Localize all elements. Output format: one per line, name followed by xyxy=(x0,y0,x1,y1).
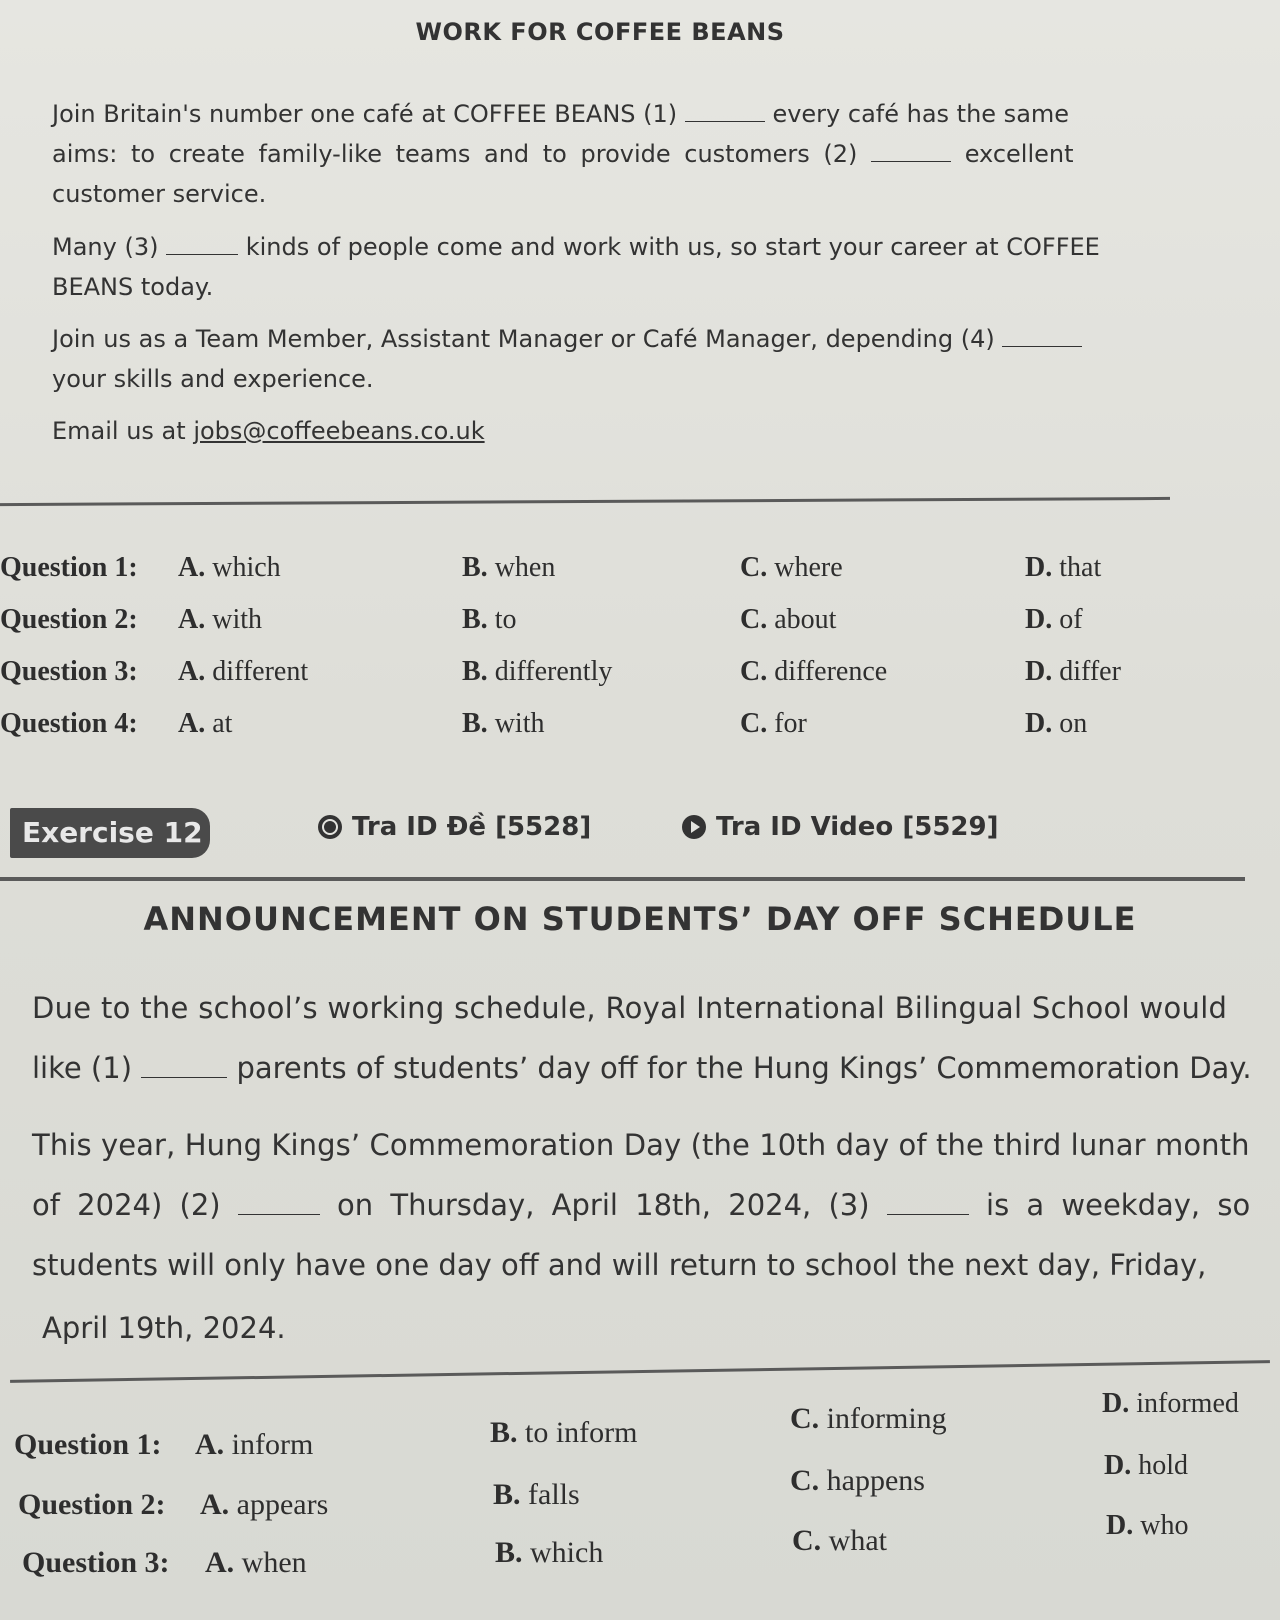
line-text: like (1) xyxy=(32,1051,133,1085)
section1-line-2 xyxy=(52,135,1162,173)
section1-line-6 xyxy=(52,320,1162,358)
question-row xyxy=(0,1450,1240,1524)
section2-line-5: students will only have one day off and will return to school the next day, Friday, xyxy=(32,1248,1207,1282)
question-row xyxy=(0,1510,1240,1582)
option-b[interactable]: B. to xyxy=(462,604,517,635)
question-row xyxy=(0,552,1240,588)
option-a[interactable]: A. which xyxy=(178,552,281,583)
exercise-badge: Exercise 12 xyxy=(10,808,210,858)
option-c[interactable]: C. happens xyxy=(790,1464,925,1497)
option-c[interactable]: C. informing xyxy=(790,1402,947,1435)
section1-line-5: BEANS today. xyxy=(52,273,214,301)
section2-line-1: Due to the school’s working schedule, Royal International Bilingual School would xyxy=(32,991,1228,1025)
option-c[interactable]: C. for xyxy=(740,708,807,739)
section2-line-2 xyxy=(32,1048,1262,1088)
answer-blank-3 xyxy=(887,1192,969,1215)
divider xyxy=(10,1360,1270,1383)
option-b[interactable]: B. which xyxy=(495,1536,604,1569)
tra-id-de-label: Tra ID Đề [5528] xyxy=(352,812,592,842)
question-label: Question 1: xyxy=(14,1428,162,1461)
option-d[interactable]: D. of xyxy=(1025,604,1083,635)
option-a[interactable]: A. different xyxy=(178,656,309,687)
option-b[interactable]: B. differently xyxy=(462,656,613,687)
option-d[interactable]: D. on xyxy=(1025,708,1088,739)
email-line xyxy=(52,412,1162,450)
option-a[interactable]: A. at xyxy=(178,708,233,739)
line-text: Join Britain's number one café at COFFEE BEANS (1) xyxy=(52,100,678,128)
question-label: Question 1: xyxy=(0,552,138,583)
email-link[interactable]: jobs@coffeebeans.co.uk xyxy=(193,417,485,445)
divider xyxy=(0,877,1245,881)
question-label: Question 4: xyxy=(0,708,138,739)
section1-line-7: your skills and experience. xyxy=(52,365,374,393)
answer-blank-3 xyxy=(166,232,238,255)
question-label: Question 3: xyxy=(22,1546,170,1579)
question-label: Question 2: xyxy=(18,1488,166,1521)
question-row xyxy=(0,1388,1240,1464)
section1-title: WORK FOR COFFEE BEANS xyxy=(415,18,785,46)
section1-line-3: customer service. xyxy=(52,180,267,208)
answer-blank-1 xyxy=(685,99,765,122)
answer-blank-2 xyxy=(871,139,951,162)
option-a[interactable]: A. when xyxy=(205,1546,307,1579)
line-text: of 2024) (2) xyxy=(32,1188,221,1222)
line-text: Join us as a Team Member, Assistant Manager or Café Manager, depending (4) xyxy=(52,325,995,353)
section2-title: ANNOUNCEMENT ON STUDENTS’ DAY OFF SCHEDULE xyxy=(143,900,1137,938)
question-row xyxy=(0,708,1240,744)
option-c[interactable]: C. where xyxy=(740,552,843,583)
answer-blank-1 xyxy=(141,1055,227,1078)
option-b[interactable]: B. when xyxy=(462,552,556,583)
option-d[interactable]: D. who xyxy=(1106,1510,1189,1541)
divider xyxy=(0,497,1170,506)
question-label: Question 2: xyxy=(0,604,138,635)
email-prefix: Email us at xyxy=(52,417,186,445)
option-c[interactable]: C. difference xyxy=(740,656,888,687)
option-b[interactable]: B. falls xyxy=(493,1478,580,1511)
option-d[interactable]: D. that xyxy=(1025,552,1102,583)
section2-line-3: This year, Hung Kings’ Commemoration Day (the 10th day of the third lunar month xyxy=(32,1128,1250,1162)
tra-id-video-link[interactable] xyxy=(682,812,998,842)
section1-line-1 xyxy=(52,95,1162,133)
line-text: is a weekday, so xyxy=(986,1188,1251,1222)
line-text: every café has the same xyxy=(772,100,1070,128)
option-d[interactable]: D. hold xyxy=(1104,1450,1189,1481)
option-d[interactable]: D. informed xyxy=(1102,1388,1239,1419)
line-text: on Thursday, April 18th, 2024, (3) xyxy=(337,1188,870,1222)
option-b[interactable]: B. with xyxy=(462,708,545,739)
line-text: excellent xyxy=(964,140,1074,168)
line-text: aims: to create family-like teams and to provide customers (2) xyxy=(52,140,858,168)
question-row xyxy=(0,604,1240,640)
option-c[interactable]: C. what xyxy=(792,1524,887,1557)
option-a[interactable]: A. with xyxy=(178,604,263,635)
option-a[interactable]: A. appears xyxy=(200,1488,329,1521)
line-text: parents of students’ day off for the Hung Kings’ Commemoration Day. xyxy=(236,1051,1252,1085)
section1-line-4 xyxy=(52,228,1162,266)
option-d[interactable]: D. differ xyxy=(1025,656,1121,687)
question-label: Question 3: xyxy=(0,656,138,687)
answer-blank-2 xyxy=(238,1192,320,1215)
option-b[interactable]: B. to inform xyxy=(490,1416,638,1449)
line-text: Many (3) xyxy=(52,233,159,261)
question-row xyxy=(0,656,1240,692)
option-a[interactable]: A. inform xyxy=(195,1428,314,1461)
section2-line-4 xyxy=(32,1185,1262,1225)
answer-blank-4 xyxy=(1002,324,1082,347)
play-icon xyxy=(682,815,706,839)
clock-icon xyxy=(318,815,342,839)
line-text: kinds of people come and work with us, so start your career at COFFEE xyxy=(245,233,1100,261)
option-c[interactable]: C. about xyxy=(740,604,837,635)
tra-id-de-link[interactable] xyxy=(318,812,591,842)
section2-line-6: April 19th, 2024. xyxy=(42,1311,286,1345)
tra-id-video-label: Tra ID Video [5529] xyxy=(716,812,999,842)
